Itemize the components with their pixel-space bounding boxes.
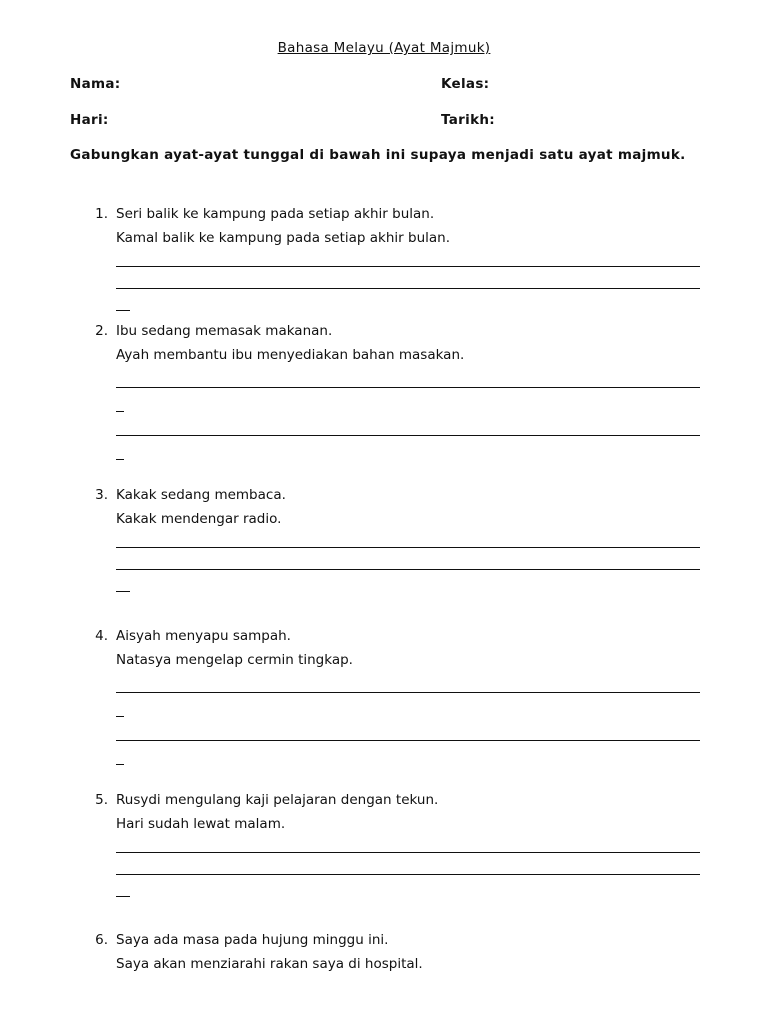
instruction-text: Gabungkan ayat-ayat tunggal di bawah ini supaya menjadi satu ayat majmuk. — [70, 147, 686, 163]
answer-line[interactable] — [88, 531, 700, 553]
question-1 — [88, 202, 700, 316]
answer-line-overflow — [88, 880, 700, 902]
answer-line[interactable] — [88, 553, 700, 575]
answer-line[interactable] — [88, 417, 700, 441]
answer-line[interactable] — [88, 272, 700, 294]
answer-line[interactable] — [88, 367, 700, 393]
question-number: 2. — [95, 323, 108, 339]
question-sentence-1: Saya ada masa pada hujung minggu ini. — [116, 932, 389, 948]
question-sentence-2: Kamal balik ke kampung pada setiap akhir bulan. — [116, 230, 451, 246]
answer-line[interactable] — [88, 858, 700, 880]
kelas-label: Kelas: — [441, 76, 490, 92]
answer-line[interactable] — [88, 836, 700, 858]
question-sentence-2: Saya akan menziarahi rakan saya di hospital. — [116, 956, 423, 972]
question-number: 4. — [95, 628, 108, 644]
answer-line[interactable] — [88, 250, 700, 272]
question-sentence-1: Ibu sedang memasak makanan. — [116, 323, 333, 339]
question-sentence-1: Aisyah menyapu sampah. — [116, 628, 291, 644]
question-sentence-2: Natasya mengelap cermin tingkap. — [116, 652, 353, 668]
tarikh-label: Tarikh: — [441, 112, 495, 128]
question-number: 3. — [95, 487, 108, 503]
question-sentence-2: Ayah membantu ibu menyediakan bahan masakan. — [116, 347, 465, 363]
worksheet-title: Bahasa Melayu (Ayat Majmuk) — [277, 40, 491, 56]
question-sentence-1: Seri balik ke kampung pada setiap akhir bulan. — [116, 206, 435, 222]
answer-line[interactable] — [88, 722, 700, 746]
question-3 — [88, 483, 700, 597]
question-sentence-2: Hari sudah lewat malam. — [116, 816, 286, 832]
question-4 — [88, 624, 700, 770]
question-2 — [88, 319, 700, 465]
nama-label: Nama: — [70, 76, 121, 92]
answer-line-overflow — [88, 294, 700, 316]
answer-line[interactable] — [88, 672, 700, 698]
question-number: 1. — [95, 206, 108, 222]
question-number: 5. — [95, 792, 108, 808]
answer-line-overflow — [88, 698, 700, 722]
answer-line-overflow — [88, 393, 700, 417]
answer-line-overflow — [88, 575, 700, 597]
question-sentence-2: Kakak mendengar radio. — [116, 511, 282, 527]
answer-line-overflow — [88, 746, 700, 770]
hari-label: Hari: — [70, 112, 109, 128]
question-sentence-1: Rusydi mengulang kaji pelajaran dengan tekun. — [116, 792, 439, 808]
answer-line-overflow — [88, 441, 700, 465]
question-5 — [88, 788, 700, 902]
question-number: 6. — [95, 932, 108, 948]
question-sentence-1: Kakak sedang membaca. — [116, 487, 286, 503]
question-6 — [88, 928, 700, 976]
